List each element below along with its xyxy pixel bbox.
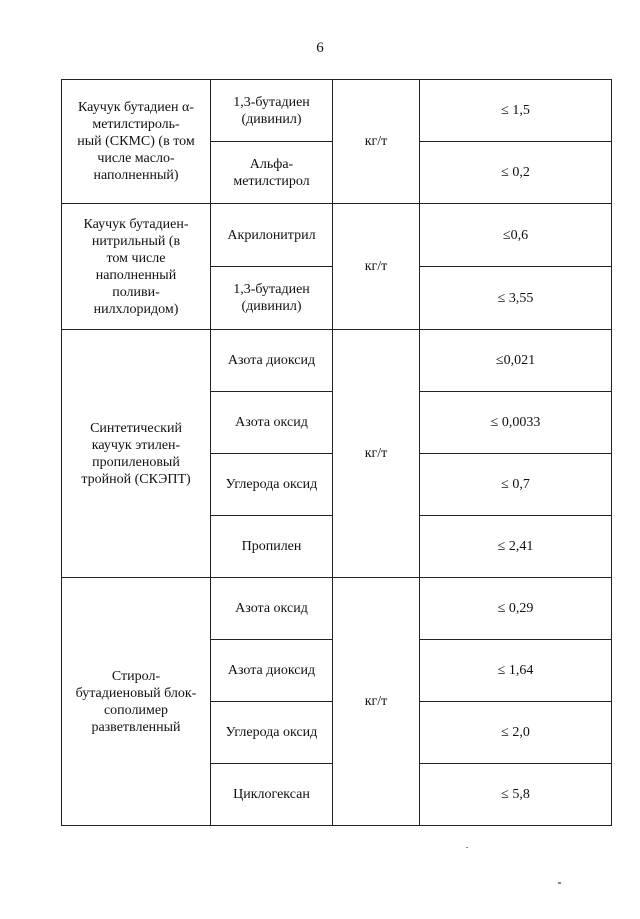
pollutant-cell: Углерода оксид	[211, 454, 333, 516]
unit-cell: кг/т	[333, 204, 420, 330]
table-row	[62, 204, 612, 267]
scan-speck	[466, 847, 468, 848]
norm-value-cell: ≤ 1,5	[420, 80, 612, 142]
pollutant-cell: Углерода оксид	[211, 702, 333, 764]
substance-cell: Синтетический каучук этилен- пропиленовый тройной (СКЭПТ)	[62, 330, 211, 578]
norm-value-cell: ≤0,021	[420, 330, 612, 392]
pollutant-cell: Акрилонитрил	[211, 204, 333, 267]
unit-cell: кг/т	[333, 578, 420, 826]
pollutant-cell: 1,3-бутадиен (дивинил)	[211, 80, 333, 142]
pollutant-cell: Азота диоксид	[211, 330, 333, 392]
norm-value-cell: ≤ 0,7	[420, 454, 612, 516]
pollutant-cell: Азота диоксид	[211, 640, 333, 702]
pollutant-cell: Циклогексан	[211, 764, 333, 826]
pollutant-cell: Пропилен	[211, 516, 333, 578]
norm-value-cell: ≤ 5,8	[420, 764, 612, 826]
page-number: 6	[316, 40, 324, 56]
pollutant-cell: Альфа- метилстирол	[211, 142, 333, 204]
norm-value-cell: ≤0,6	[420, 204, 612, 267]
pollutant-cell: Азота оксид	[211, 392, 333, 454]
emission-norms-table	[61, 79, 612, 826]
table-row	[62, 578, 612, 640]
norm-value-cell: ≤ 0,0033	[420, 392, 612, 454]
pollutant-cell: Азота оксид	[211, 578, 333, 640]
norm-value-cell: ≤ 1,64	[420, 640, 612, 702]
norm-value-cell: ≤ 3,55	[420, 267, 612, 330]
scan-speck	[558, 882, 561, 884]
unit-cell: кг/т	[333, 330, 420, 578]
norm-value-cell: ≤ 0,2	[420, 142, 612, 204]
unit-cell: кг/т	[333, 80, 420, 204]
norm-value-cell: ≤ 0,29	[420, 578, 612, 640]
pollutant-cell: 1,3-бутадиен (дивинил)	[211, 267, 333, 330]
norm-value-cell: ≤ 2,0	[420, 702, 612, 764]
table-row	[62, 330, 612, 392]
substance-cell: Каучук бутадиен α- метилстироль- ный (СКМС) (в том числе масло- наполненный)	[62, 80, 211, 204]
substance-cell: Стирол- бутадиеновый блок- сополимер разветвленный	[62, 578, 211, 826]
norm-value-cell: ≤ 2,41	[420, 516, 612, 578]
table-row	[62, 80, 612, 142]
substance-cell: Каучук бутадиен- нитрильный (в том числе наполненный поливи- нилхлоридом)	[62, 204, 211, 330]
